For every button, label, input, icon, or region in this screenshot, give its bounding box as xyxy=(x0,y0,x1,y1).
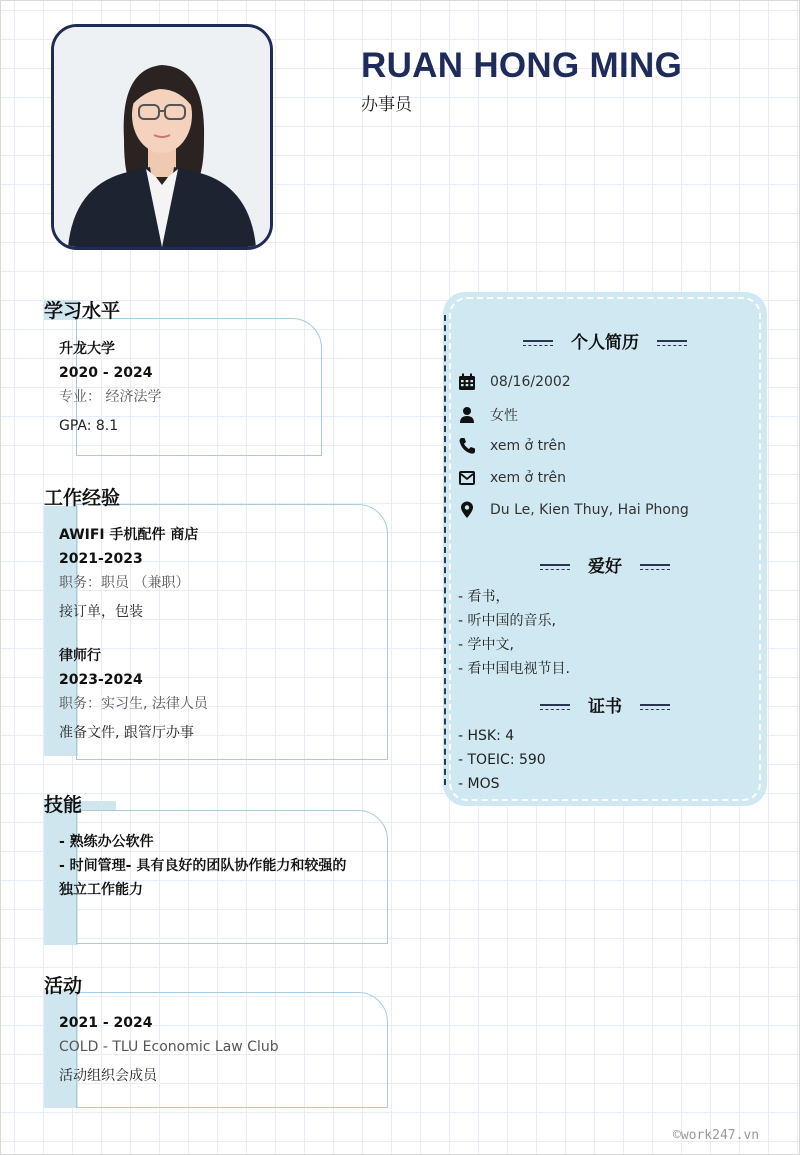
ornament-left xyxy=(540,564,570,570)
education-box xyxy=(76,318,322,456)
watermark: ©work247.vn xyxy=(673,1128,760,1143)
activity-role: 活动组织会成员 xyxy=(59,1068,157,1084)
job-years: 2023-2024 xyxy=(59,672,143,688)
skill-item-continued: 独立工作能力 xyxy=(59,882,143,898)
certificate-item: - MOS xyxy=(458,776,500,792)
ornament-right xyxy=(640,704,670,710)
job-description: 准备文件, 跟管厅办事 xyxy=(59,725,194,741)
skill-item: - 时间管理- 具有良好的团队协作能力和较强的 xyxy=(59,858,347,874)
calendar-icon xyxy=(458,373,476,391)
hobby-item: - 听中国的音乐, xyxy=(458,613,556,629)
job-company: 律师行 xyxy=(59,648,101,664)
skill-item: - 熟练办公软件 xyxy=(59,834,154,850)
envelope-icon xyxy=(458,469,476,487)
ornament-left xyxy=(523,340,553,346)
address-row xyxy=(458,501,689,519)
hobby-item: - 看书， xyxy=(458,589,510,605)
education-heading: 学习水平 xyxy=(44,300,121,322)
experience-heading: 工作经验 xyxy=(44,487,121,509)
job-title: 办事员 xyxy=(361,95,412,115)
job-years: 2021-2023 xyxy=(59,551,143,567)
email-value: xem ở trên xyxy=(490,470,566,486)
email-row xyxy=(458,469,566,487)
job-role: 职务：实习生, 法律人员 xyxy=(59,696,208,712)
hobby-item: - 学中文, xyxy=(458,637,514,653)
phone-value: xem ở trên xyxy=(490,438,566,454)
birthday-row xyxy=(458,373,571,391)
portrait-image xyxy=(54,27,270,247)
education-gpa: GPA: 8.1 xyxy=(59,418,119,434)
education-major: 专业： 经济法学 xyxy=(59,389,162,405)
user-icon xyxy=(458,406,476,424)
hobbies-heading: 爱好 xyxy=(460,552,750,577)
phone-row xyxy=(458,437,566,455)
job-role: 职务：职员 （兼职） xyxy=(59,575,190,591)
profile-photo xyxy=(51,24,273,250)
skills-box xyxy=(76,810,388,944)
job-company: AWIFI 手机配件 商店 xyxy=(59,527,199,543)
gender-value: 女性 xyxy=(490,408,518,424)
candidate-name: RUAN HONG MING xyxy=(361,46,683,85)
hobbies-list xyxy=(458,585,570,681)
activity-years: 2021 - 2024 xyxy=(59,1015,153,1031)
panel-divider xyxy=(444,315,446,785)
certificates-heading: 证书 xyxy=(460,692,750,717)
activities-heading: 活动 xyxy=(44,975,83,997)
activity-organization: COLD - TLU Economic Law Club xyxy=(59,1039,279,1055)
profile-heading: 个人简历 xyxy=(460,328,750,353)
education-years: 2020 - 2024 xyxy=(59,365,153,381)
certificate-item: - HSK: 4 xyxy=(458,728,515,744)
address-value: Du Le, Kien Thuy, Hai Phong xyxy=(490,502,689,518)
phone-icon xyxy=(458,437,476,455)
ornament-right xyxy=(657,340,687,346)
certificate-item: - TOEIC: 590 xyxy=(458,752,546,768)
skills-heading: 技能 xyxy=(44,794,83,816)
gender-row xyxy=(458,405,518,425)
ornament-right xyxy=(640,564,670,570)
birthday-value: 08/16/2002 xyxy=(490,374,571,390)
education-school: 升龙大学 xyxy=(59,341,115,357)
job-description: 接订单，包装 xyxy=(59,604,143,620)
ornament-left xyxy=(540,704,570,710)
map-pin-icon xyxy=(458,501,476,519)
certificates-list xyxy=(458,724,546,796)
hobby-item: - 看中国电视节目. xyxy=(458,661,570,677)
